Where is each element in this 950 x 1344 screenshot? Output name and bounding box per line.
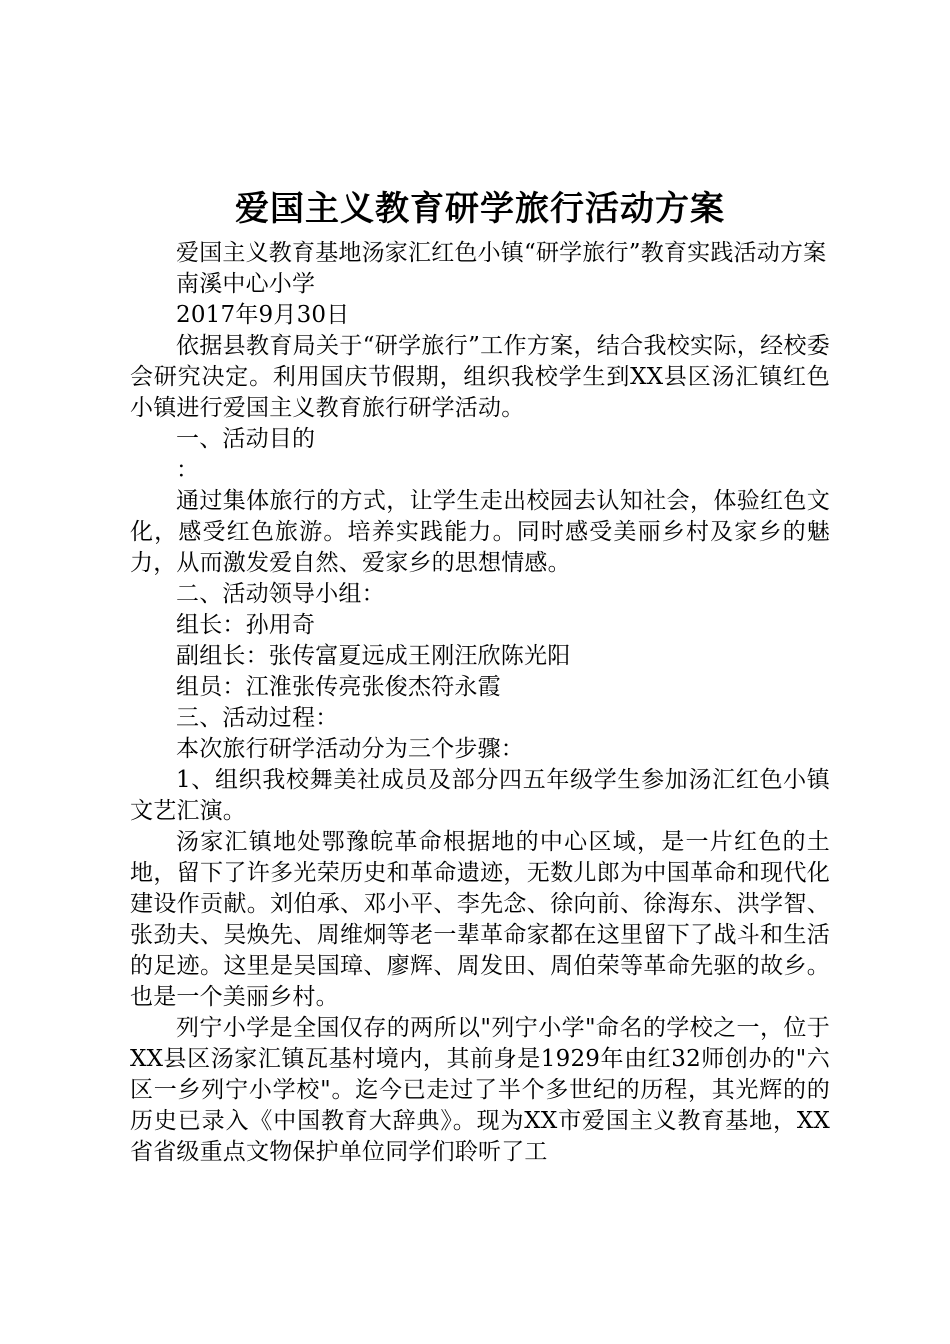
paragraph-step-1: 1、组织我校舞美社成员及部分四五年级学生参加汤汇红色小镇文艺汇演。 xyxy=(130,767,830,824)
paragraph-purpose: 通过集体旅行的方式，让学生走出校园去认知社会，体验红色文化，感受红色旅游。培养实践能力。同时感受美丽乡村及家乡的魅力，从而激发爱自然、爱家乡的思想情感。 xyxy=(130,488,830,576)
paragraph-deputy-leaders: 副组长：张传富夏远成王刚汪欣陈光阳 xyxy=(176,643,571,669)
paragraph-members: 组员：江淮张传亮张俊杰符永霞 xyxy=(176,674,501,700)
paragraph-town-history: 汤家汇镇地处鄂豫皖革命根据地的中心区域，是一片红色的土地，留下了许多光荣历史和革命遗迹，无数儿郎为中国革命和现代化建设作贡献。刘伯承、邓小平、李先念、徐向前、徐海东、洪学智、张劲夫、吴焕先、周维炯等老一辈革命家都在这里留下了战斗和生活的足迹。这里是吴国璋、廖辉、周发田、周伯荣等革命先驱的故乡。也是一个美丽乡村。 xyxy=(130,829,830,1010)
paragraph-lenin-school: 列宁小学是全国仅存的两所以"列宁小学"命名的学校之一，位于XX县区汤家汇镇瓦基村境内，其前身是1929年由红32师创办的"六区一乡列宁小学校"。迄今已走过了半个多世纪的历程，其光辉的的历史已录入《中国教育大辞典》。现为XX市爱国主义教育基地，XX省省级重点文物保护单位同学们聆听了工 xyxy=(130,1015,830,1165)
paragraph-colon: ： xyxy=(176,457,200,483)
document-body xyxy=(130,238,830,1168)
section-heading-leadership: 二、活动领导小组： xyxy=(176,581,385,607)
paragraph-subtitle: 爱国主义教育基地汤家汇红色小镇“研学旅行”教育实践活动方案 xyxy=(176,240,827,266)
paragraph-steps-intro: 本次旅行研学活动分为三个步骤： xyxy=(176,736,524,762)
document-title: 爱国主义教育研学旅行活动方案 xyxy=(235,189,725,229)
paragraph-intro: 依据县教育局关于“研学旅行”工作方案，结合我校实际，经校委会研究决定。利用国庆节假期，组织我校学生到XX县区汤汇镇红色小镇进行爱国主义教育旅行研学活动。 xyxy=(130,333,830,421)
paragraph-date: 2017年9月30日 xyxy=(176,302,350,328)
paragraph-school: 南溪中心小学 xyxy=(176,271,316,297)
paragraph-leader: 组长：孙用奇 xyxy=(176,612,316,638)
document-page xyxy=(130,186,830,1168)
section-heading-process: 三、活动过程： xyxy=(176,705,339,731)
section-heading-purpose: 一、活动目的 xyxy=(176,426,316,452)
